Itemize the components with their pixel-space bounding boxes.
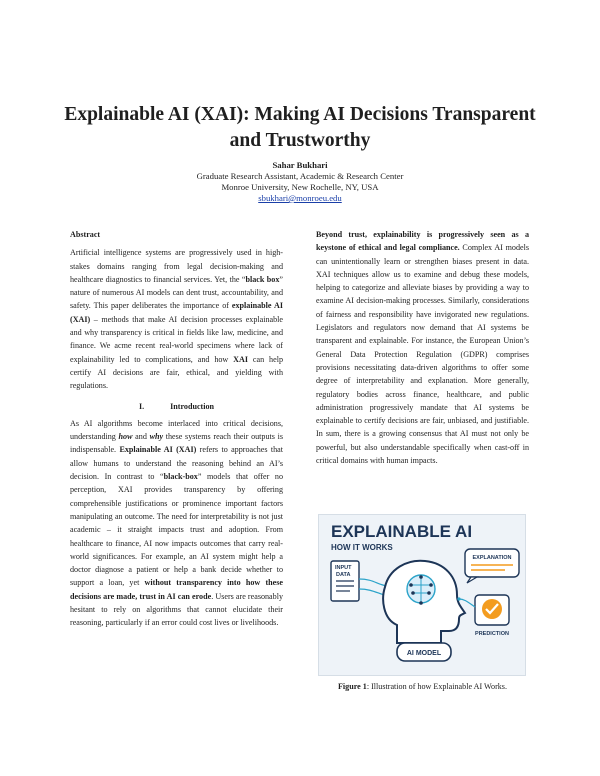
section-heading-introduction: I. Introduction	[138, 401, 215, 411]
ai-model-label: AI MODEL	[406, 650, 442, 657]
introduction-paragraph: As AI algorithms become interlaced into critical decisions, understanding how and why these systems reach their outputs is indispensable. Explainable AI (XAI) refers to approaches that allow humans to understand the reasoning behind an AI’s decision. In contrast to “black-box” models that offer no perception, XAI provides transparency by offering comprehensible justifications or prominence important factors manipulating an outcome. The need for interpretability is not just academic – it straight impacts trust and adoption. From healthcare to finance, AI now impacts outcomes that carry real-world significances. For example, an AI system might help a doctor diagnose a patient or help a bank decide whether to support a loan, yet without transparency into how these decisions are made, trust in AI can erode. Users are reasonably hesitant to rely on algorithms that cannot elucidate their reasoning, particularly if an error could cost lives or livelihoods.	[70, 418, 283, 628]
figure-caption: Figure 1: Illustration of how Explainable AI Works.	[337, 682, 507, 691]
input-label: INPUT	[335, 565, 352, 571]
abstract-heading: Abstract	[70, 230, 101, 239]
figure-title: EXPLAINABLE AI	[331, 522, 473, 541]
paper-title: Explainable AI (XAI): Making AI Decisions Transparent and Trustworthy	[64, 104, 536, 151]
prediction-check-icon	[475, 595, 509, 625]
explanation-bubble	[465, 549, 519, 577]
explanation-label: EXPLANATION	[472, 555, 512, 561]
compliance-paragraph: Beyond trust, explainability is progressively seen as a keystone of ethical and legal compliance. Complex AI models can unintentionally learn or strengthen biases present in data. XAI techniques allow us to examine and debug these models, helping to categorize and alleviate biases by providing a way to examine AI decision-making processes. Similarly, considerations of fairness and responsibility have invigorated new regulations. Legislators and regulators now demand that AI systems be transparent and explainable. For instance, the European Union’s General Data Protection Regulation (GDPR) comprises provisions necessitating data-driven algorithms to offer some degree of interpretability and explanation. More generally, regulatory bodies across finance, healthcare, and public administration progressively mandate that AI systems be explainable to certify decisions are fair, unbiased, and justifiable. In sum, there is a growing consensus that AI must not only be powerful, but also understandable specifically when cast-off in critical domains with human impacts.	[316, 230, 529, 466]
author-name: Sahar Bukhari	[272, 160, 328, 170]
data-label: DATA	[336, 572, 351, 578]
author-institution: Monroe University, New Rochelle, NY, USA	[221, 182, 379, 192]
prediction-label: PREDICTION	[475, 631, 509, 637]
xai-illustration	[318, 514, 526, 676]
author-email-link[interactable]: sbukhari@monroeu.edu	[258, 193, 342, 203]
author-block	[100, 160, 500, 204]
left-column	[70, 228, 283, 630]
abstract-paragraph: Artificial intelligence systems are progressively used in high-stakes domains ranging from legal decision-making and healthcare diagnostics to financial services. Yet, the “black box” nature of numerous AI models can dent trust, accountability, and safety. This paper deliberates the importance of explainable AI (XAI) – methods that make AI decision processes explainable and why transparency is critical in fields like law, medicine, and finance. We acme recent real-world specimens where lack of explainability led to complications, and how XAI can help certify AI decisions are fair, ethical, and yielding with regulations.	[70, 248, 283, 391]
xai-illustration-graphic	[319, 515, 525, 675]
author-affiliation: Graduate Research Assistant, Academic & Research Center	[196, 171, 404, 181]
figure-subtitle: HOW IT WORKS	[331, 543, 393, 552]
right-column	[316, 228, 529, 467]
